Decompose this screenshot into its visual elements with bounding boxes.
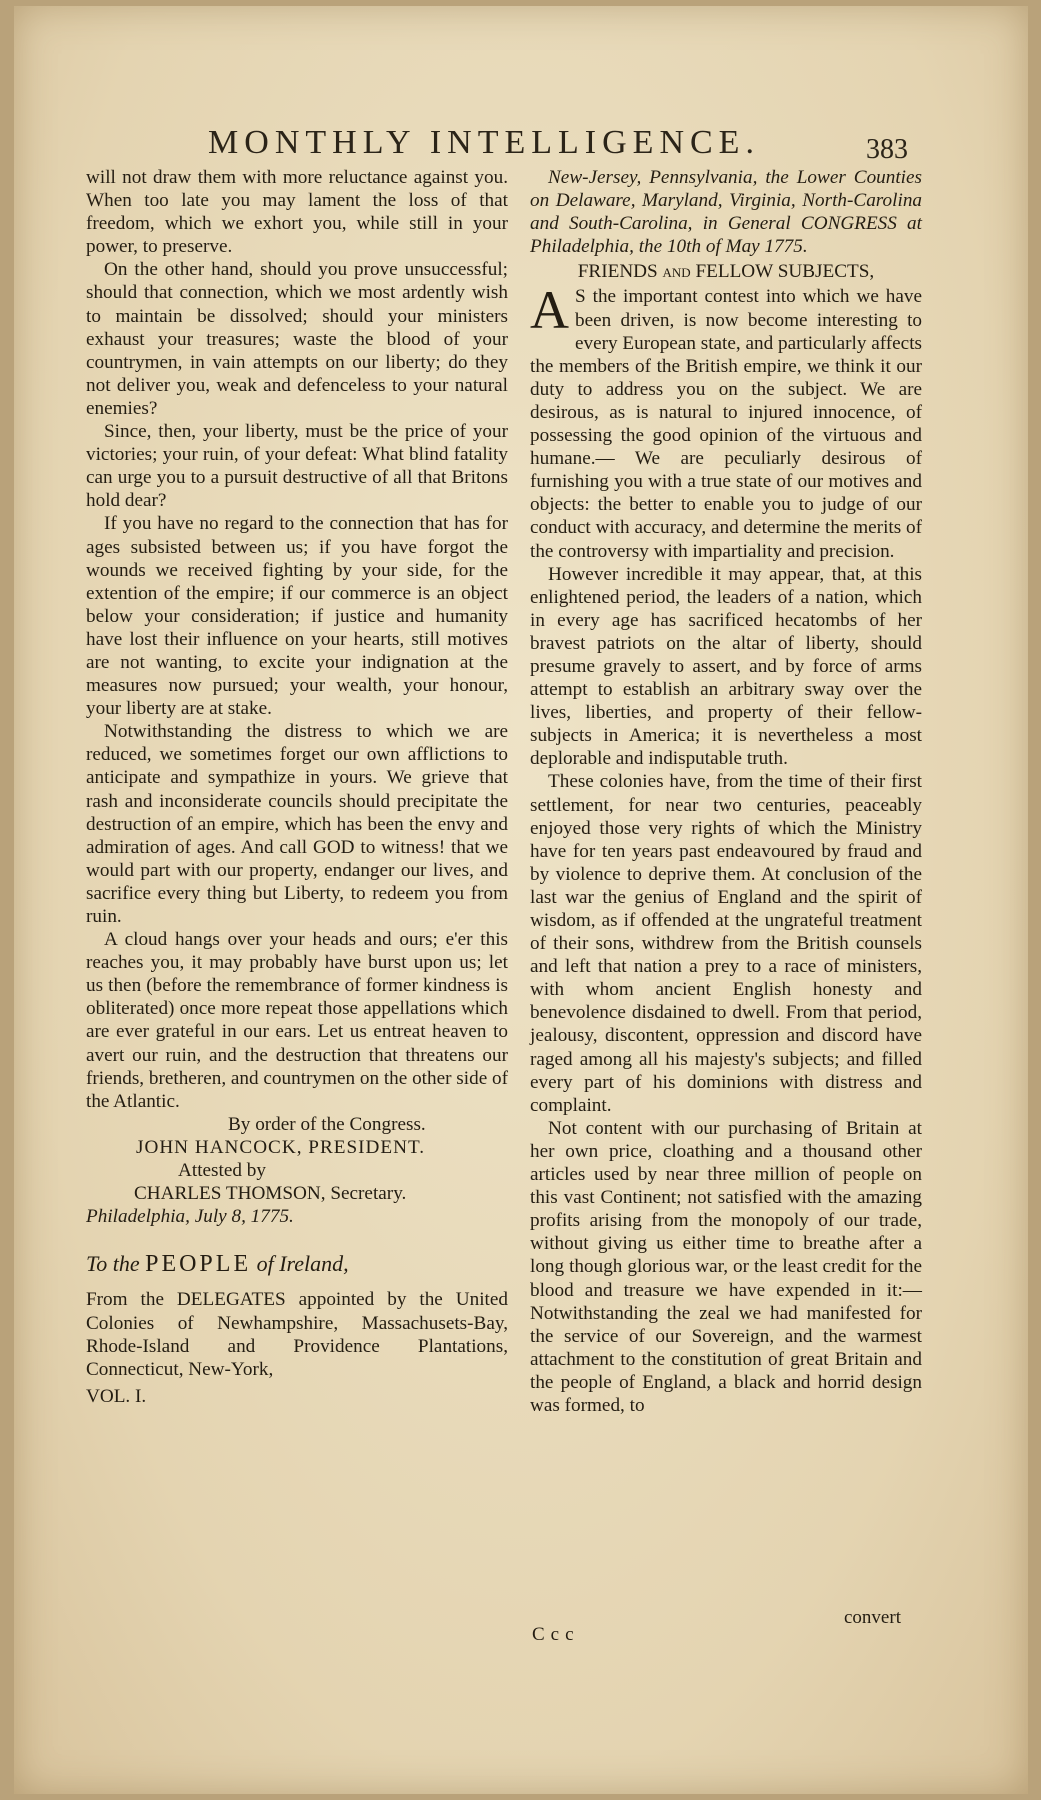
left-column xyxy=(86,166,508,1408)
volume-mark: VOL. I. xyxy=(86,1385,147,1407)
drop-cap: A xyxy=(530,280,569,341)
signature-order: By order of the Congress. xyxy=(228,1113,426,1135)
address-title xyxy=(86,1252,508,1276)
address-intro: From the DELEGATES appointed by the United Colonies of Newhampshire, Massachusets-Bay, Rhode-Island and Providence Plantations, Connecticut, New-York, xyxy=(86,1289,508,1380)
title-to-the: To the xyxy=(86,1251,140,1277)
catchword: convert xyxy=(844,1607,901,1628)
paragraph: Notwithstanding the distress to which we are reduced, we sometimes forget our own afflictions to anticipate and sympathize in yours. We grieve that rash and inconsiderate councils should precipitate the destruction of an empire, which has been the envy and admiration of ages. And call GOD to witness! that we would part with our property, endanger our lives, and sacrifice every thing but Liberty, to redeem you from ruin. xyxy=(86,721,508,927)
paragraph: A cloud hangs over your heads and ours; e'er this reaches you, it may probably have burst upon us; let us then (before the remembrance of former kindness is obliterated) once more repeat those appellations which are ever grateful in our ears. Let us entreat heaven to avert our ruin, and the destruction that threatens our friends, bretheren, and countrymen on the other side of the Atlantic. xyxy=(86,929,508,1112)
paragraph: If you have no regard to the connection that has for ages subsisted between us; if you have forgot the wounds we received fighting by your side, for the extention of the empire; if our commerce is an object below your consideration; if justice and humanity have lost their influence on your hearts, still motives are not wanting, to excite your indignation at the measures now pursued; your wealth, your honour, your liberty are at stake. xyxy=(86,513,508,720)
signature-mark: Ccc xyxy=(532,1624,580,1645)
paragraph xyxy=(530,280,922,562)
paragraph: However incredible it may appear, that, at this enlightened period, the leaders of a nation, which in every age has sacrificed hecatombs of her bravest patriots on the altar of liberty, should presume gravely to assert, and by force of arms attempt to establish an arbitrary sway over the lives, liberties, and property of their fellow-subjects in America; it is nevertheless a most deplorable and indisputable truth. xyxy=(530,563,922,770)
paragraph: Not content with our purchasing of Britain at her own price, cloathing and a thousand other articles used by near three million of people on this vast Continent; not satisfied with the amazing profits arising from the monopoly of our trade, without giving us either time to breathe after a long though glorious war, or the least credit for the blood and treasure we have expended in it:—Notwithstanding the zeal we had manifested for the service of our Sovereign, and the warmest attachment to the constitution of great Britain and the people of England, a black and horrid design was formed, to xyxy=(530,1117,922,1416)
title-of-ireland: of Ireland, xyxy=(256,1251,349,1277)
signature-secretary: CHARLES THOMSON, Secretary. xyxy=(134,1183,407,1205)
paragraph: Since, then, your liberty, must be the price of your victories; your ruin, of your defeat: What blind fatality can urge you to a pursuit destructive of all that Britons hold dear? xyxy=(86,421,508,512)
newspaper-page xyxy=(14,6,1028,1794)
page-number: 383 xyxy=(866,134,908,165)
signature-attested: Attested by xyxy=(178,1160,266,1182)
paragraph-text: S the important contest into which we have been driven, is now become interesting to every European state, and particularly affects the members of the British empire, we think it our duty to address you on the subject. We are desirous, as is natural to injured innocence, of possessing the good opinion of the virtuous and humane.— We are peculiarly desirous of furnishing you with a true state of our motives and objects: the better to enable you to judge of our conduct with accuracy, and determine the merits of the controversy with impartiality and precision. xyxy=(530,286,922,562)
paragraph: These colonies have, from the time of their first settlement, for near two centuries, peaceably enjoyed those very rights of which the Ministry have for ten years past endeavoured by fraud and by violence to deprive them. At conclusion of the last war the genius of England and the spirit of wisdom, as if offended at the ungrateful treatment of their sons, withdrew from the British counsels and left that nation a prey to a race of ministers, with whom ancient English honesty and benevolence disdained to dwell. From that period, jealousy, discontent, oppression and discord have raged among all his majesty's subjects; and filled every part of his dominions with distress and complaint. xyxy=(530,771,922,1116)
title-people: PEOPLE xyxy=(145,1251,252,1278)
paragraph: On the other hand, should you prove unsuccessful; should that connection, which we most ardently wish to maintain be dissolved; should your ministers exhaust your treasures; waste the blood of your countrymen, in vain attempts on our liberty; do they not deliver you, weak and defenceless to your natural enemies? xyxy=(86,259,508,419)
salutation: FRIENDS and FELLOW SUBJECTS, xyxy=(577,261,875,283)
signature-dateline: Philadelphia, July 8, 1775. xyxy=(86,1206,294,1228)
signature-president: JOHN HANCOCK, PRESIDENT. xyxy=(136,1136,426,1158)
page-header: MONTHLY INTELLIGENCE. xyxy=(208,124,760,161)
address-intro-continued: New-Jersey, Pennsylvania, the Lower Counties on Delaware, Maryland, Virginia, North-Carolina and South-Carolina, in General CONGRESS at Philadelphia, the 10th of May 1775. xyxy=(530,167,922,258)
paragraph: will not draw them with more reluctance against you. When too late you may lament the loss of that freedom, which we exhort you, while still in your power, to preserve. xyxy=(86,167,508,258)
right-column xyxy=(530,166,922,1417)
